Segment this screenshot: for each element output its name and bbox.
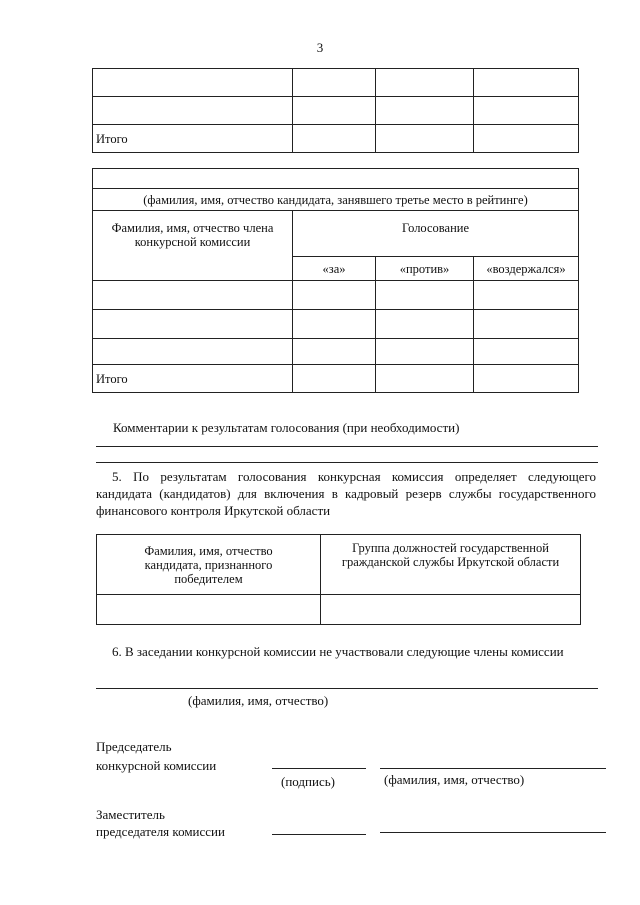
- chairman-name-line: [380, 768, 606, 769]
- absent-members-caption: (фамилия, имя, отчество): [188, 693, 329, 708]
- vote-against-header: «против»: [376, 257, 474, 281]
- voting-table-third-candidate: [92, 168, 579, 393]
- member-header: Фамилия, имя, отчество члена конкурсной комиссии: [93, 211, 293, 281]
- total-label: Итого: [93, 125, 293, 153]
- voting-table-continued: [92, 68, 579, 153]
- comments-label: Комментарии к результатам голосования (при необходимости): [113, 420, 460, 435]
- candidate-caption: (фамилия, имя, отчество кандидата, занявшего третье место в рейтинге): [93, 189, 579, 211]
- section-6-text: 6. В заседании конкурсной комиссии не участвовали следующие члены комиссии: [112, 644, 564, 659]
- absent-members-line: [96, 688, 598, 689]
- table-total-row: [93, 125, 579, 153]
- page-number: 3: [316, 40, 324, 55]
- table-row: [93, 69, 579, 97]
- deputy-title-line-2: председателя комиссии: [96, 824, 225, 839]
- winner-table: [96, 534, 581, 625]
- total-label: Итого: [93, 365, 293, 393]
- table-row: [93, 281, 579, 310]
- deputy-signature-line: [272, 834, 366, 835]
- table-row: [93, 339, 579, 365]
- deputy-title-line-1: Заместитель: [96, 807, 165, 822]
- winner-name-header: Фамилия, имя, отчество кандидата, признанного победителем: [97, 535, 321, 595]
- table-row: [93, 310, 579, 339]
- position-group-header: Группа должностей государственной гражданской службы Иркутской области: [321, 535, 581, 595]
- comments-line-1: [96, 446, 598, 447]
- candidate-caption-row: [93, 189, 579, 211]
- header-row: [97, 535, 581, 595]
- comments-line-2: [96, 462, 598, 463]
- chairman-title-line-2: конкурсной комиссии: [96, 758, 217, 773]
- voting-header: Голосование: [293, 211, 579, 257]
- section-5-text: 5. По результатам голосования конкурсная комиссия определяет следующего кандидата (кандидатов) для включения в кадровый резерв службы государственного финансового контроля Иркутской области: [96, 469, 596, 518]
- vote-for-header: «за»: [293, 257, 376, 281]
- deputy-name-line: [380, 832, 606, 833]
- table-total-row: [93, 365, 579, 393]
- chairman-title-line-1: Председатель: [96, 739, 172, 754]
- name-caption: (фамилия, имя, отчество): [384, 772, 525, 787]
- vote-abstained-header: «воздержался»: [474, 257, 579, 281]
- table-row: [93, 97, 579, 125]
- chairman-signature-line: [272, 768, 366, 769]
- signature-caption: (подпись): [281, 774, 335, 789]
- table-row: [97, 595, 581, 625]
- candidate-name-row: [93, 169, 579, 189]
- header-row: [93, 211, 579, 257]
